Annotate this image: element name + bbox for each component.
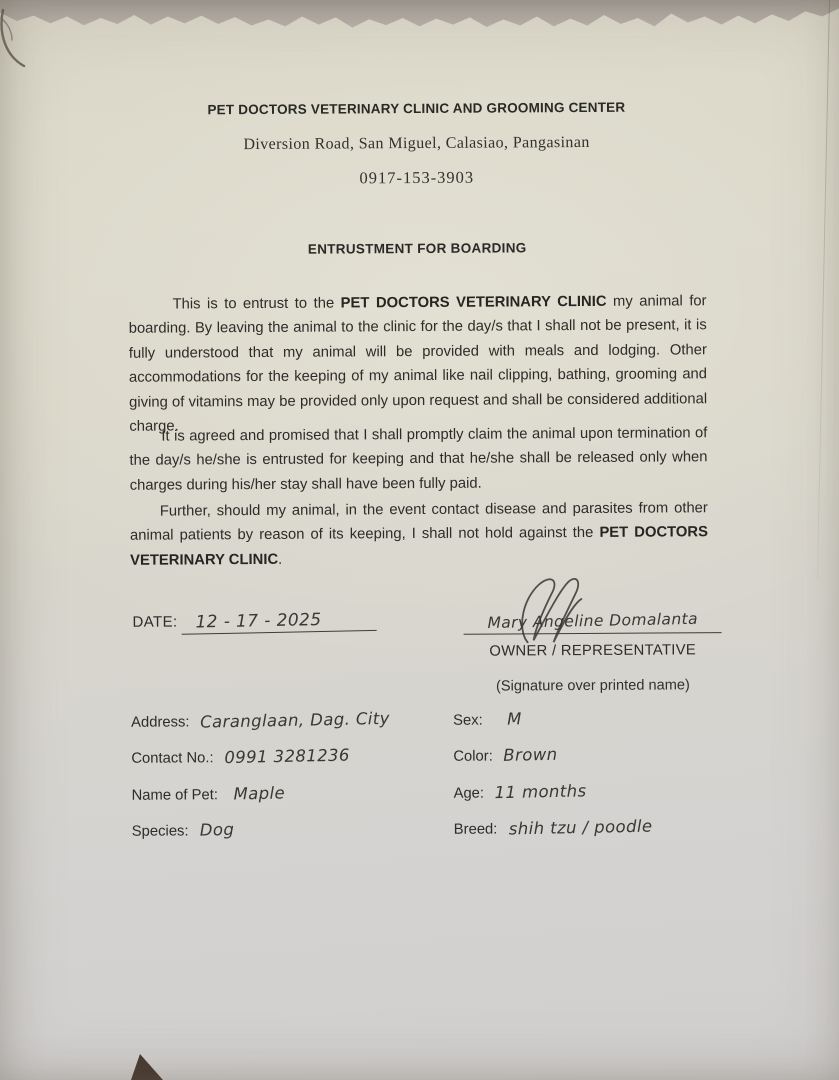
address-label: Address: — [131, 714, 190, 731]
date-label: DATE: — [132, 613, 178, 631]
contact-value: 0991 3281236 — [224, 745, 351, 768]
letterhead — [127, 99, 706, 190]
date-line — [132, 610, 376, 633]
document-content — [127, 0, 712, 1080]
document-title: ENTRUSTMENT FOR BOARDING — [307, 240, 527, 257]
species-label: Species: — [131, 823, 189, 840]
contact-label: Contact No.: — [131, 750, 214, 768]
field-age — [453, 781, 709, 819]
field-contact — [131, 746, 453, 784]
corner-mark — [0, 4, 44, 104]
handwritten-date: 12 - 17 - 2025 — [181, 609, 376, 635]
sex-value: M — [506, 709, 522, 729]
species-value: Dog — [199, 820, 235, 840]
clinic-name-inline-2: PET DOCTORS VETERINARY CLINIC — [130, 524, 709, 569]
field-address — [131, 710, 453, 748]
signature-note: (Signature over printed name) — [495, 677, 690, 695]
signature-role-label: OWNER / REPRESENTATIVE — [489, 642, 697, 660]
clinic-address: Diversion Road, San Miguel, Calasiao, Pangasinan — [243, 133, 590, 154]
breed-value: shih tzu / poodle — [508, 816, 653, 839]
color-value: Brown — [503, 745, 559, 766]
paragraph-1-text-cont: my animal for boarding. By leaving the animal to the clinic for the day/s that I shall not be present, it is fully understood that my animal will be provided with meals and lodging. Other accommodations for the keeping of my animal like nail clipping, bathing, grooming and giving of vitamins may be provided only upon request and shall be considered additional charge. — [128, 293, 708, 435]
clinic-name-inline: PET DOCTORS VETERINARY CLINIC — [340, 293, 607, 312]
sex-label: Sex: — [453, 712, 483, 729]
age-value: 11 months — [494, 781, 588, 802]
color-label: Color: — [453, 748, 493, 766]
form-fields — [131, 708, 710, 857]
paragraph-1-text: This is to entrust to the — [172, 295, 341, 313]
clinic-phone: 0917-153-3903 — [359, 167, 475, 188]
paper-side-edge — [817, 0, 830, 580]
paragraph-3-text: Further, should my animal, in the event contact disease and parasites from other animal patients by reason of its keeping, I shall not hold against the — [129, 500, 708, 545]
paragraph-3-text-cont: . — [278, 551, 283, 568]
field-color — [453, 745, 709, 783]
paragraph-2: It is agreed and promised that I shall promptly claim the animal upon termination of the day/s he/she is entrusted for keeping and that he/she shall be released only when charges during his/her stay shall have been fully paid. — [129, 425, 708, 494]
pet-name-label: Name of Pet: — [131, 787, 218, 804]
address-value: Caranglaan, Dag. City — [200, 708, 391, 732]
field-species — [132, 819, 454, 857]
paragraph-3 — [130, 496, 708, 573]
field-pet-name — [131, 783, 453, 821]
field-sex — [453, 708, 709, 746]
date-signature-row — [130, 591, 709, 720]
signature-block — [463, 597, 722, 695]
field-breed — [454, 817, 710, 855]
signature-printed-name: Mary Angeline Domalanta — [487, 609, 698, 633]
paragraph-1 — [128, 289, 707, 439]
signature-line — [463, 597, 721, 635]
clinic-name: PET DOCTORS VETERINARY CLINIC AND GROOMING CENTER — [207, 99, 626, 118]
breed-label: Breed: — [453, 821, 498, 838]
pet-name-value: Maple — [233, 783, 286, 804]
age-label: Age: — [453, 785, 485, 802]
